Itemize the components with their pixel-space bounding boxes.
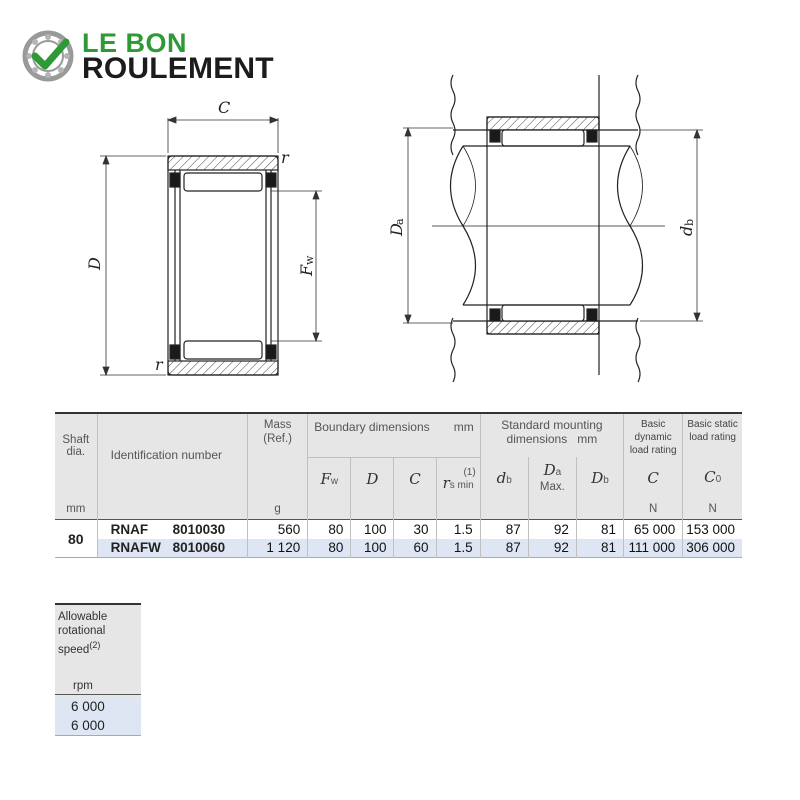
row-0-id	[97, 520, 247, 539]
speed-table	[55, 603, 141, 736]
shaft-header	[55, 413, 97, 500]
table-row	[55, 539, 742, 558]
col-Da-symbol: D	[543, 460, 556, 479]
dim-label-db: d	[677, 225, 696, 236]
col-r-symbol: r	[442, 473, 450, 492]
row-1-code: 8010060	[172, 540, 226, 556]
row-0-Da: 92	[528, 520, 576, 539]
dynamic-unit: N	[624, 500, 683, 520]
col-D: D	[366, 469, 379, 488]
row-1-Db: 81	[576, 539, 623, 558]
row-0-r: 1.5	[436, 520, 480, 539]
mounting-section-view	[432, 75, 665, 382]
col-Da	[528, 457, 576, 500]
mounting-unit: mm	[577, 432, 598, 446]
dynamic-header-line-1: Basic dynamic	[634, 419, 672, 443]
dynamic-load-header	[624, 413, 683, 457]
id-header: Identification number	[97, 413, 247, 500]
specification-table	[55, 412, 742, 558]
col-C: C	[409, 469, 421, 488]
dim-label-db-sub: b	[683, 218, 696, 226]
col-Da-sub: a	[555, 466, 562, 478]
dim-label-C: C	[218, 98, 231, 117]
col-fw-symbol: F	[320, 469, 331, 488]
dim-label-Da: D	[387, 223, 406, 236]
speed-header	[55, 604, 141, 695]
row-0-code: 8010030	[172, 521, 226, 537]
row-1-C0: 306 000	[683, 539, 742, 558]
row-0-C: 30	[394, 520, 436, 539]
col-fw	[308, 457, 351, 500]
col-fw-sub: w	[330, 475, 339, 487]
row-1-C: 60	[394, 539, 436, 558]
row-0-db: 87	[480, 520, 528, 539]
static-header-line-2: load rating	[689, 432, 736, 443]
row-0-C0: 153 000	[683, 520, 742, 539]
mass-header: Mass (Ref.)	[248, 413, 308, 457]
dim-label-Fw-sub: w	[303, 255, 316, 265]
shaft-unit: mm	[66, 503, 86, 516]
speed-header-line-1: Allowable	[58, 611, 108, 623]
speed-unit: rpm	[73, 679, 93, 692]
row-1-Cr: 111 000	[624, 539, 683, 558]
static-load-header	[683, 413, 742, 457]
row-1-db: 87	[480, 539, 528, 558]
boundary-unit: mm	[453, 420, 474, 434]
mounting-header	[480, 413, 623, 457]
static-header-line-1: Basic static	[687, 419, 738, 430]
mounting-header-line-1: Standard mounting	[501, 418, 603, 432]
speed-header-note: (2)	[89, 640, 101, 650]
col-Db: D	[591, 469, 604, 488]
dynamic-symbol: C	[647, 469, 659, 488]
col-db: d	[496, 469, 507, 488]
row-0-prefix: RNAF	[110, 521, 149, 537]
col-r	[436, 457, 480, 500]
row-1-r: 1.5	[436, 539, 480, 558]
speed-header-line-3: speed	[58, 643, 90, 656]
row-1-mass: 1 120	[248, 539, 308, 558]
row-0-fw: 80	[308, 520, 351, 539]
dim-label-Da-sub: a	[393, 218, 406, 225]
dimension-lines-right	[403, 128, 703, 323]
logo-line-1: LE BON	[82, 28, 188, 58]
row-1-fw: 80	[308, 539, 351, 558]
speed-value-1: 6 000	[55, 716, 141, 736]
row-0-Db: 81	[576, 520, 623, 539]
logo-line-2: ROULEMENT	[82, 52, 274, 85]
dynamic-header-line-2: load rating	[629, 445, 677, 456]
col-r-sub: s min	[449, 479, 474, 491]
row-0-Cr: 65 000	[624, 520, 683, 539]
row-0-mass: 560	[248, 520, 308, 539]
bearing-section-view	[168, 156, 278, 375]
col-Da-note: Max.	[539, 480, 565, 493]
row-1-D: 100	[351, 539, 394, 558]
row-1-Da: 92	[528, 539, 576, 558]
row-1-prefix: RNAFW	[110, 540, 161, 556]
speed-value-0: 6 000	[55, 697, 141, 716]
shaft-value: 80	[55, 520, 97, 558]
speed-header-line-2: rotational	[58, 625, 106, 637]
col-Db-sub: b	[603, 475, 609, 487]
boundary-header-label: Boundary dimensions	[314, 420, 430, 434]
mass-unit: g	[248, 500, 308, 520]
static-symbol: C	[704, 467, 716, 486]
col-r-note: (1)	[463, 466, 476, 478]
mounting-header-line-2: dimensions	[506, 432, 568, 446]
dim-label-r-bottom: r	[155, 355, 163, 374]
static-unit: N	[683, 500, 742, 520]
static-symbol-sub: 0	[715, 473, 722, 485]
boundary-header	[308, 413, 480, 457]
shaft-header-label: Shaft dia.	[62, 434, 90, 458]
row-0-D: 100	[351, 520, 394, 539]
dim-label-Fw: F	[297, 264, 316, 276]
table-row	[55, 520, 742, 539]
dim-label-r-top: r	[281, 148, 289, 167]
row-1-id	[97, 539, 247, 558]
col-db-sub: b	[506, 475, 512, 487]
dim-label-D: D	[85, 257, 104, 270]
